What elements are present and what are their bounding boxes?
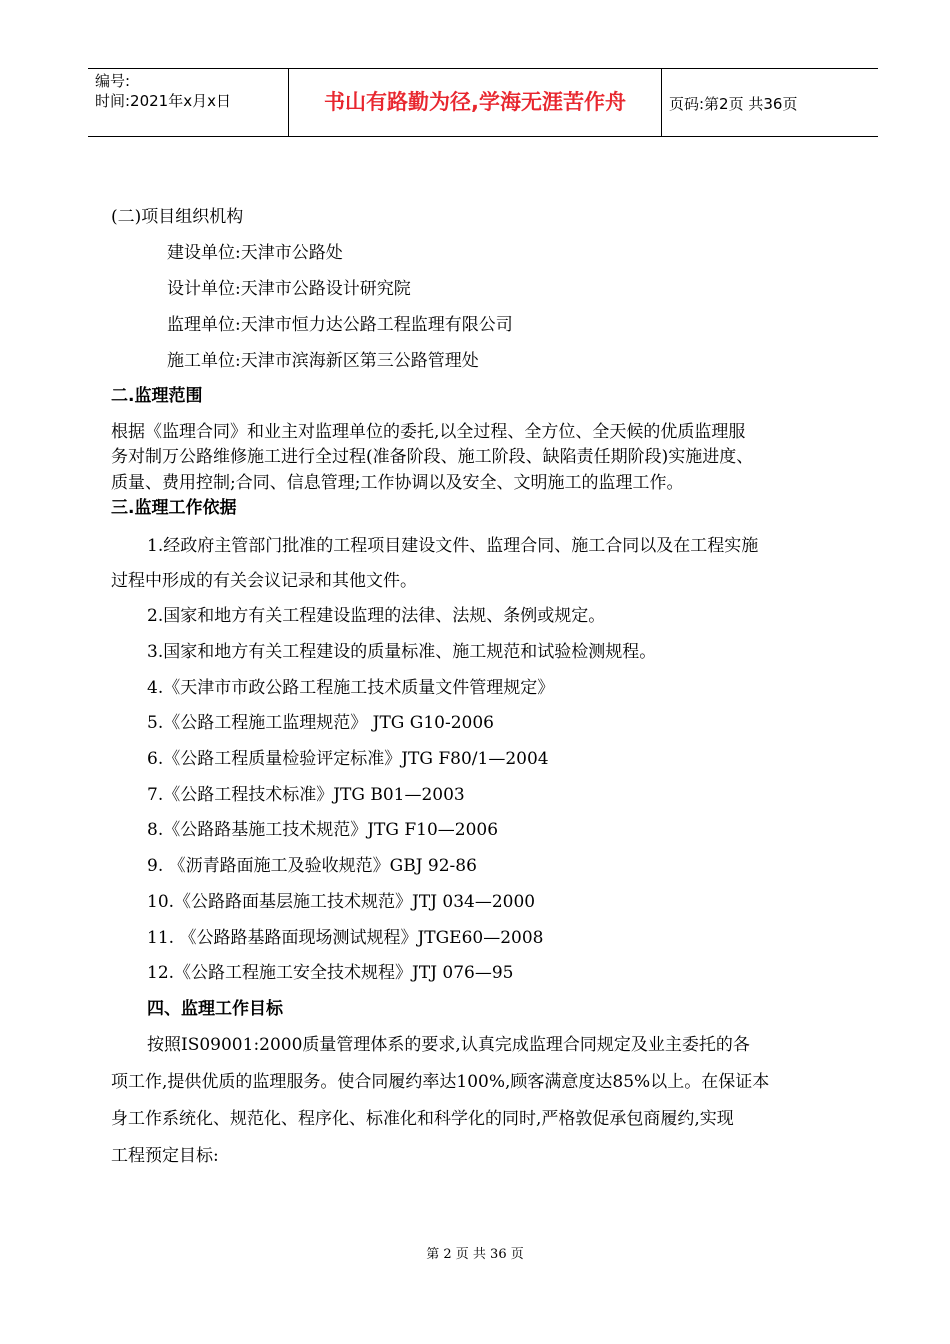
basis-item: 10.《公路路面基层施工技术规范》JTJ 034—2000 <box>147 892 536 912</box>
header-bottom-border <box>88 136 878 137</box>
basis-item: 11. 《公路路基路面现场测试规程》JTGE60—2008 <box>147 928 544 948</box>
basis-item: 8.《公路路基施工技术规范》JTG F10—2006 <box>147 820 499 840</box>
goals-line: 工程预定目标: <box>111 1146 219 1166</box>
basis-item: 3.国家和地方有关工程建设的质量标准、施工规范和试验检测规程。 <box>147 642 657 662</box>
scope-line: 质量、费用控制;合同、信息管理;工作协调以及安全、文明施工的监理工作。 <box>111 473 684 493</box>
scope-heading: 二.监理范围 <box>111 386 203 406</box>
basis-item: 12.《公路工程施工安全技术规程》JTJ 076—95 <box>147 963 514 983</box>
header-number-label: 编号: <box>95 72 131 90</box>
goals-line: 按照IS09001:2000质量管理体系的要求,认真完成监理合同规定及业主委托的各 <box>147 1035 750 1055</box>
basis-item: 1.经政府主管部门批准的工程项目建设文件、监理合同、施工合同以及在工程实施 <box>147 536 759 556</box>
basis-item: 2.国家和地方有关工程建设监理的法律、法规、条例或规定。 <box>147 606 606 626</box>
basis-item-continuation: 过程中形成的有关会议记录和其他文件。 <box>111 571 417 591</box>
org-item: 建设单位:天津市公路处 <box>167 243 343 263</box>
goals-line: 身工作系统化、规范化、程序化、标准化和科学化的同时,严格敦促承包商履约,实现 <box>111 1109 734 1129</box>
basis-item: 6.《公路工程质量检验评定标准》JTG F80/1—2004 <box>147 749 549 769</box>
header-time-label: 时间:2021年x月x日 <box>95 92 231 110</box>
org-item: 施工单位:天津市滨海新区第三公路管理处 <box>167 351 479 371</box>
basis-heading: 三.监理工作依据 <box>111 498 237 518</box>
goals-heading: 四、监理工作目标 <box>147 999 283 1019</box>
header-top-border <box>88 68 878 69</box>
org-title: (二)项目组织机构 <box>111 207 244 227</box>
header-page-label: 页码:第2页 共36页 <box>669 95 798 113</box>
footer-page-number: 第 2 页 共 36 页 <box>426 1247 524 1262</box>
basis-item: 5.《公路工程施工监理规范》 JTG G10-2006 <box>147 713 494 733</box>
scope-line: 根据《监理合同》和业主对监理单位的委托,以全过程、全方位、全天候的优质监理服 <box>111 422 746 442</box>
goals-line: 项工作,提供优质的监理服务。使合同履约率达100%,顾客满意度达85%以上。在保证本 <box>111 1072 770 1092</box>
basis-item: 7.《公路工程技术标准》JTG B01—2003 <box>147 785 465 805</box>
header-motto: 书山有路勤为径,学海无涯苦作舟 <box>324 90 626 114</box>
scope-line: 务对制万公路维修施工进行全过程(准备阶段、施工阶段、缺陷责任期阶段)实施进度、 <box>111 447 754 467</box>
header-divider-right <box>661 68 662 136</box>
org-item: 监理单位:天津市恒力达公路工程监理有限公司 <box>167 315 513 335</box>
basis-item: 4.《天津市市政公路工程施工技术质量文件管理规定》 <box>147 678 555 698</box>
org-item: 设计单位:天津市公路设计研究院 <box>167 279 411 299</box>
basis-item: 9. 《沥青路面施工及验收规范》GBJ 92-86 <box>147 856 477 876</box>
